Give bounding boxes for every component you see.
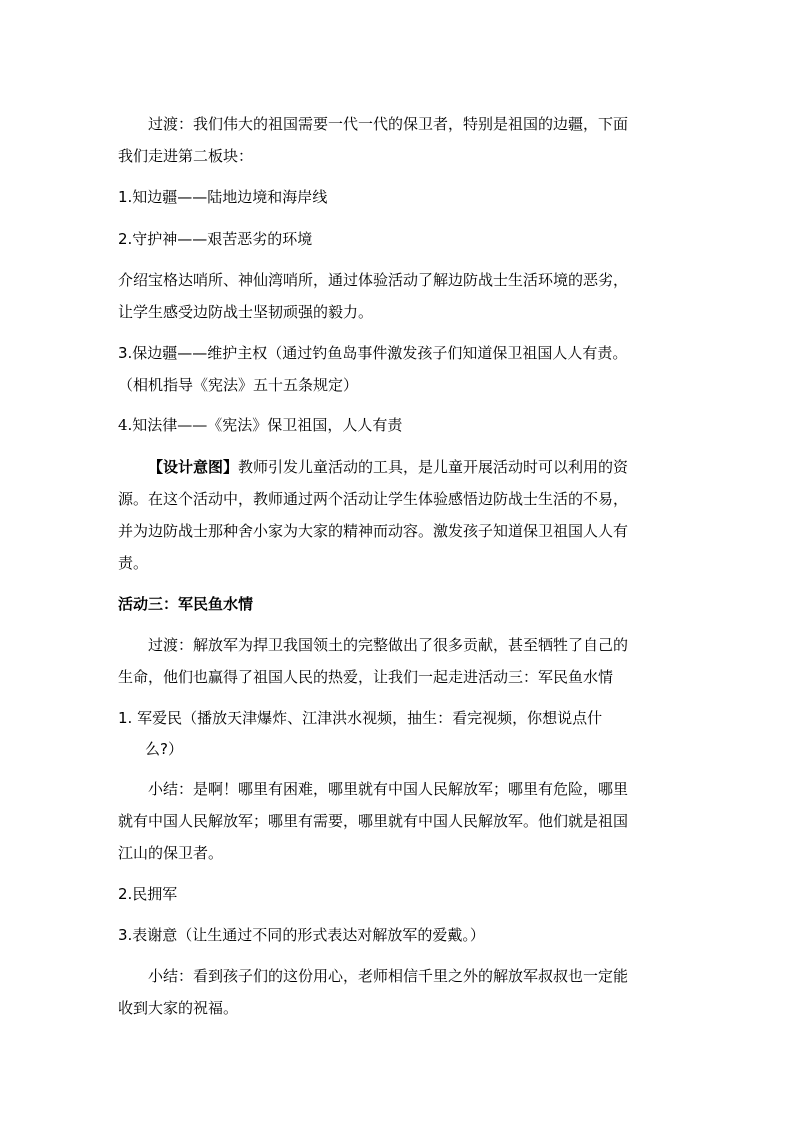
design-intent-line-4: 责。 — [118, 554, 149, 572]
summary1-line-1: 小结：是啊！哪里有困难，哪里就有中国人民解放军；哪里有危险，哪里 — [148, 780, 629, 798]
design-intent-line-1 — [148, 457, 628, 477]
summary1-line-2: 就有中国人民解放军；哪里有需要，哪里就有中国人民解放军。他们就是祖国 — [118, 812, 629, 830]
design-intent-line-3: 并为边防战士那种舍小家为大家的精神而动容。激发孩子知道保卫祖国人人有 — [118, 522, 629, 540]
intro-line-1: 介绍宝格达哨所、神仙湾哨所，通过体验活动了解边防战士生活环境的恶劣， — [118, 271, 629, 289]
summary2-line-2: 收到大家的祝福。 — [118, 999, 239, 1017]
design-intent-label: 【设计意图】 — [148, 458, 239, 476]
transition2-line-2: 生命，他们也赢得了祖国人民的热爱，让我们一起走进活动三：军民鱼水情 — [118, 668, 614, 686]
summary2-line-1: 小结：看到孩子们的这份用心，老师相信千里之外的解放军叔叔也一定能 — [148, 967, 629, 985]
list-item-express-thanks: 3.表谢意（让生通过不同的形式表达对解放军的爱戴。） — [118, 926, 485, 944]
list-item-people-support-army: 2.民拥军 — [118, 885, 178, 903]
list-item-army-loves-people-line-1: 1. 军爱民（播放天津爆炸、江津洪水视频，抽生：看完视频，你想说点什 — [118, 709, 603, 727]
transition2-line-1: 过渡：解放军为捍卫我国领土的完整做出了很多贡献，甚至牺牲了自己的 — [148, 636, 629, 654]
list-item-know-law: 4.知法律——《宪法》保卫祖国，人人有责 — [118, 416, 403, 434]
intro-line-2: 让学生感受边防战士坚韧顽强的毅力。 — [118, 303, 374, 321]
transition-line-2: 我们走进第二板块： — [118, 147, 254, 165]
list-item-army-loves-people-line-2: 么?） — [145, 740, 183, 758]
list-item-protect-border-line-2: （相机指导《宪法》五十五条规定） — [118, 376, 359, 394]
list-item-guardian: 2.守护神——艰苦恶劣的环境 — [118, 230, 313, 248]
list-item-know-border: 1.知边疆——陆地边境和海岸线 — [118, 188, 328, 206]
transition-line-1: 过渡：我们伟大的祖国需要一代一代的保卫者，特别是祖国的边疆，下面 — [148, 115, 629, 133]
list-item-protect-border-line-1: 3.保边疆——维护主权（通过钓鱼岛事件激发孩子们知道保卫祖国人人有责。 — [118, 344, 628, 362]
design-intent-line-2: 源。在这个活动中，教师通过两个活动让学生体验感悟边防战士生活的不易， — [118, 490, 629, 508]
summary1-line-3: 江山的保卫者。 — [118, 844, 224, 862]
design-intent-text: 教师引发儿童活动的工具，是儿童开展活动时可以利用的资 — [238, 458, 629, 476]
activity-three-heading: 活动三：军民鱼水情 — [118, 595, 254, 613]
